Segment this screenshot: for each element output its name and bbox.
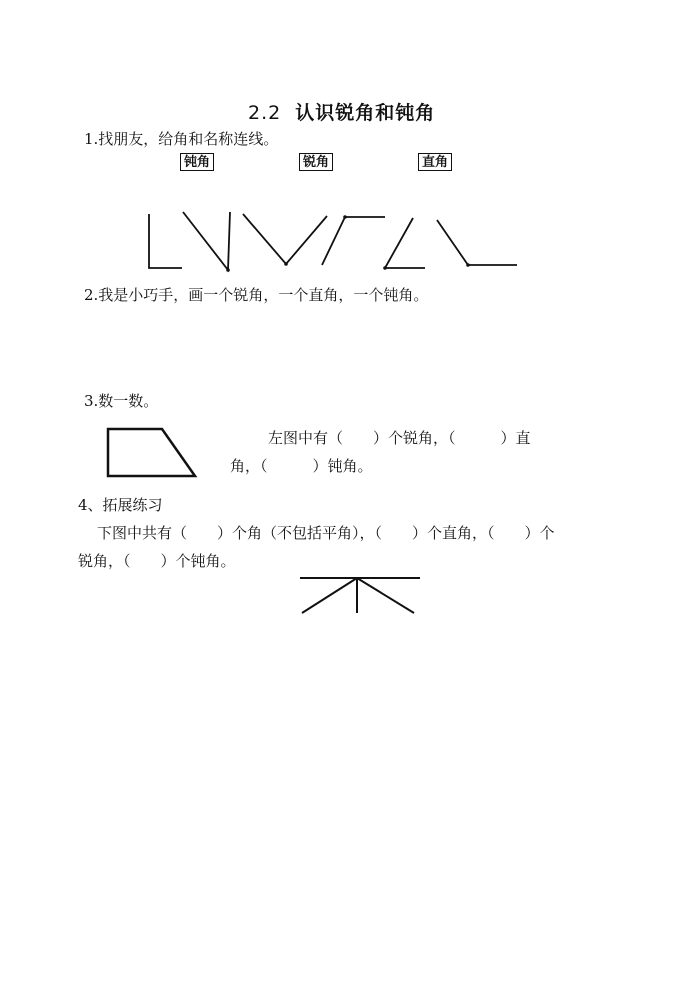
angle-figure-obtuse-1: [322, 217, 385, 265]
figure-4-left-ray: [302, 578, 357, 613]
section-title: 认识锐角和钝角: [295, 102, 436, 124]
angle-vertex-dot: [383, 266, 387, 270]
angle-figure-right: [149, 214, 182, 268]
question-4-line-1: 下图中共有（ ）个角（不包括平角），（ ）个直角，（ ）个: [97, 524, 555, 542]
label-right-angle: 直角: [418, 153, 452, 171]
angle-figure-v: [243, 214, 327, 264]
label-obtuse-angle: 钝角: [180, 153, 214, 171]
angle-vertex-dot: [284, 262, 288, 266]
figure-4-right-ray: [357, 578, 414, 613]
angle-vertex-dot: [466, 263, 470, 267]
angle-vertex-dot: [226, 268, 230, 272]
angle-vertex-dot: [343, 215, 347, 219]
label-acute-angle: 锐角: [299, 153, 333, 171]
question-1-prompt: 1.找朋友，给角和名称连线。: [84, 130, 279, 148]
angle-figure-acute-2: [385, 218, 425, 268]
question-4-heading: 4、拓展练习: [78, 496, 163, 514]
question-3-line-2: 角，（ ）钝角。: [230, 457, 373, 475]
question-2-prompt: 2.我是小巧手，画一个锐角，一个直角，一个钝角。: [84, 286, 429, 304]
angle-figure-acute-1: [183, 212, 230, 270]
question-4-line-2: 锐角，（ ）个钝角。: [78, 552, 236, 570]
trapezoid-figure: [108, 429, 195, 476]
question-3-prompt: 3.数一数。: [84, 392, 159, 410]
section-number: 2.2: [248, 102, 282, 124]
angle-figure-obtuse-2: [437, 220, 517, 265]
question-3-line-1: 左图中有（ ）个锐角，（ ）直: [268, 429, 531, 447]
